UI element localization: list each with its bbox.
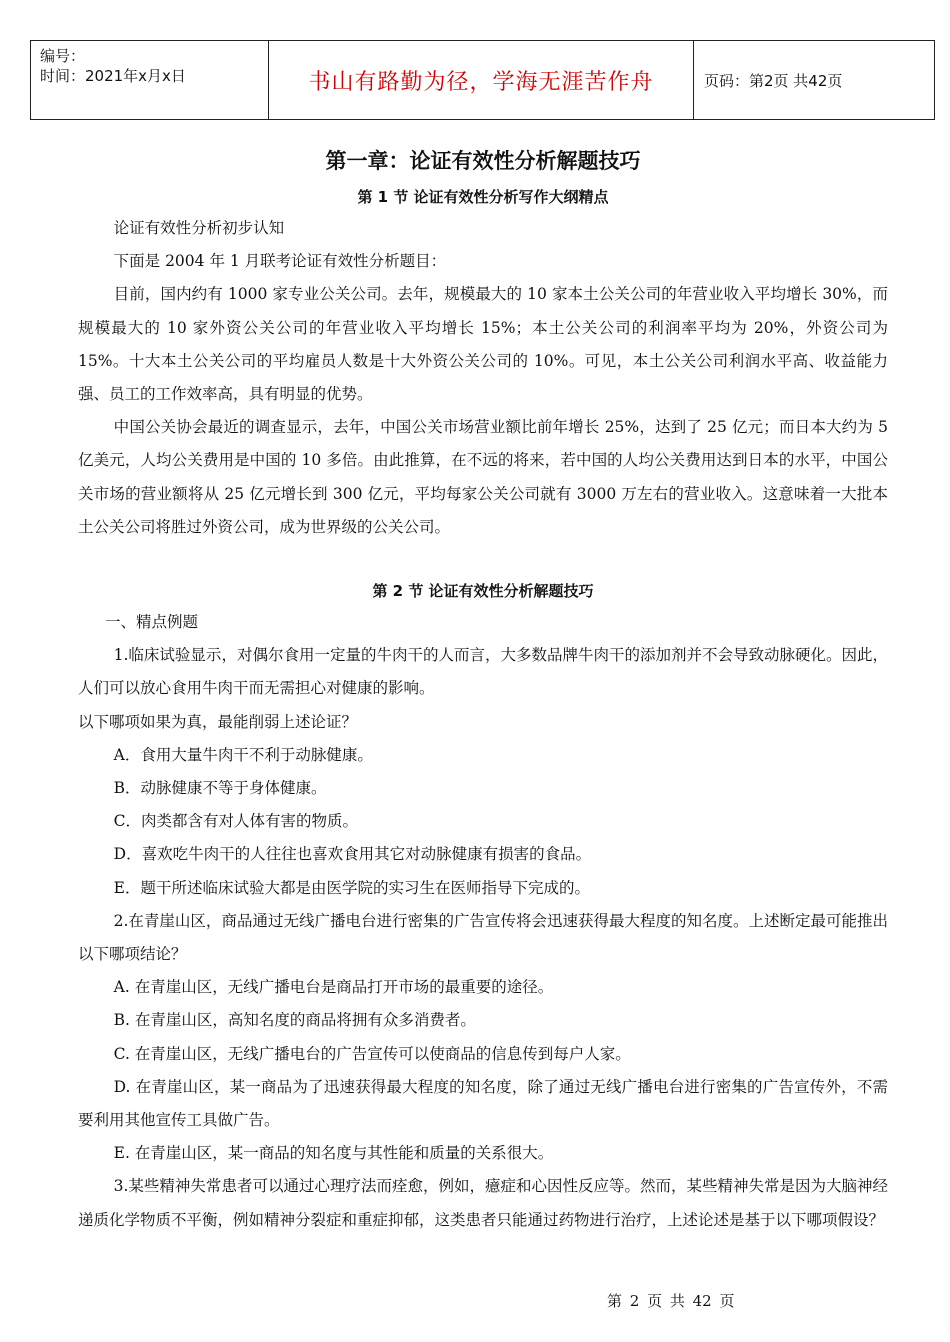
question-1-option: B．动脉健康不等于身体健康。 (113, 779, 327, 798)
question-3-stem: 3.某些精神失常患者可以通过心理疗法而痊愈，例如，癔症和心因性反应等。然而，某些精神失常是因为大脑神经递质化学物质不平衡，例如精神分裂症和重症抑郁，这类患者只能通过药物进行治疗，上述论述是基于以下哪项假设？ (78, 1177, 888, 1229)
question-1-option: A．食用大量牛肉干不利于动脉健康。 (113, 745, 373, 764)
question-2-option: C. 在青崖山区，无线广播电台的广告宣传可以使商品的信息传到每户人家。 (113, 1044, 631, 1063)
section-1-title: 第 1 节 论证有效性分析写作大纲精点 (357, 188, 609, 206)
time-label: 时间：2021年x月x日 (40, 67, 186, 85)
chapter-title: 第一章：论证有效性分析解题技巧 (325, 149, 641, 173)
page-footer: 第 2 页 共 42 页 (607, 1292, 735, 1310)
document-body (78, 140, 888, 1237)
question-2-option: A. 在青崖山区，无线广播电台是商品打开市场的最重要的途径。 (113, 978, 554, 997)
header-table (30, 40, 935, 120)
question-1-ask: 以下哪项如果为真，最能削弱上述论证？ (78, 712, 358, 731)
header-left-cell (31, 41, 269, 120)
header-motto-cell (269, 41, 694, 120)
question-1-option: D．喜欢吃牛肉干的人往往也喜欢食用其它对动脉健康有损害的食品。 (113, 845, 592, 864)
question-1-option: C．肉类都含有对人体有害的物质。 (113, 812, 359, 831)
question-2-stem: 2.在青崖山区，商品通过无线广播电台进行密集的广告宣传将会迅速获得最大程度的知名度。上述断定最可能推出以下哪项结论？ (78, 911, 888, 964)
question-2-option: B. 在青崖山区，高知名度的商品将拥有众多消费者。 (113, 1011, 476, 1030)
header-motto: 书山有路勤为径，学海无涯苦作舟 (308, 69, 654, 95)
number-label: 编号： (40, 47, 86, 65)
subsection-heading: 一、精点例题 (105, 613, 199, 632)
question-1-stem: 1.临床试验显示，对偶尔食用一定量的牛肉干的人而言，大多数品牌牛肉干的添加剂并不会导致动脉硬化。因此，人们可以放心食用牛肉干而无需担心对健康的影响。 (78, 646, 888, 698)
paragraph: 目前，国内约有 1000 家专业公关公司。去年，规模最大的 10 家本土公关公司的年营业收入平均增长 30%，而规模最大的 10 家外资公关公司的年营业收入平均增长 15%；本土公关公司的利润率平均为 20%，外资公司为 15%。十大本土公关公司的平均雇员人数是十大外资公关公司的 10%。可见，本土公关公司利润水平高、收益能力强、员工的工作效率高，具有明显的优势。 (78, 285, 888, 404)
paragraph: 中国公关协会最近的调查显示，去年，中国公关市场营业额比前年增长 25%，达到了 25 亿元；而日本大约为 5 亿美元，人均公关费用是中国的 10 多倍。由此推算，在不远的将来，若中国的人均公关费用达到日本的水平，中国公关市场的营业额将从 25 亿元增长到 300 亿元，平均每家公关公司就有 3000 万左右的营业收入。这意味着一大批本土公关公司将胜过外资公司，成为世界级的公关公司。 (78, 418, 888, 536)
paragraph: 下面是 2004 年 1 月联考论证有效性分析题目： (113, 252, 447, 271)
question-2-option: E. 在青崖山区，某一商品的知名度与其性能和质量的关系很大。 (113, 1144, 554, 1163)
header-page-info: 页码：第2页 共42页 (694, 41, 935, 120)
question-1-option: E．题干所述临床试验大都是由医学院的实习生在医师指导下完成的。 (113, 878, 590, 897)
question-2-option: D. 在青崖山区，某一商品为了迅速获得最大程度的知名度，除了通过无线广播电台进行密集的广告宣传外，不需要利用其他宣传工具做广告。 (78, 1077, 888, 1130)
section-2-title: 第 2 节 论证有效性分析解题技巧 (372, 582, 594, 601)
paragraph: 论证有效性分析初步认知 (113, 219, 285, 237)
